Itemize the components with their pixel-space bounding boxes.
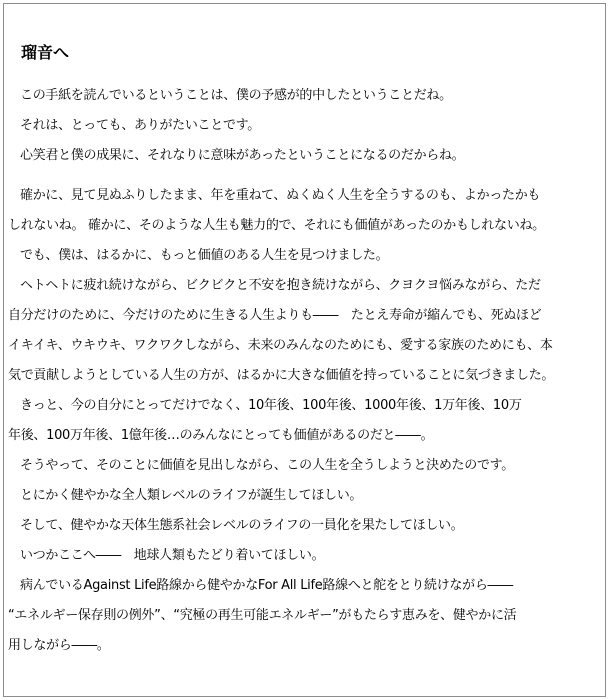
letter-line: この手紙を読んでいるということは、僕の予感が的中したということだね。 bbox=[20, 88, 452, 103]
letter-line: それは、とっても、ありがたいことです。 bbox=[20, 118, 261, 133]
salutation: 瑠音へ bbox=[21, 43, 70, 62]
letter-line: そして、健やかな天体生態系社会レベルのライフの一員化を果たしてほしい。 bbox=[20, 518, 464, 533]
letter-line: 確かに、見て見ぬふりしたまま、年を重ねて、ぬくぬく人生を全うするのも、よかったかも bbox=[20, 188, 541, 203]
letter-line: とにかく健やかな全人類レベルのライフが誕生してほしい。 bbox=[20, 488, 363, 503]
letter-line: いつかここへ―― 地球人類もたどり着いてほしい。 bbox=[20, 548, 325, 563]
letter-line: きっと、今の自分にとってだけでなく、10年後、100年後、1000年後、1万年後、10万 bbox=[20, 398, 522, 413]
letter-line: 用しながら――。 bbox=[8, 638, 110, 653]
letter-line: 気で貢献しようとしている人生の方が、はるかに大きな価値を持っていることに気づきました。 bbox=[8, 368, 555, 383]
letter-line: ヘトヘトに疲れ続けながら、ビクビクと不安を抱き続けながら、クヨクヨ悩みながら、ただ bbox=[20, 278, 541, 293]
letter-line: イキイキ、ウキウキ、ワクワクしながら、未来のみんなのためにも、愛する家族のためにも、本 bbox=[8, 338, 553, 353]
letter-frame bbox=[3, 3, 606, 697]
letter-line: そうやって、そのことに価値を見出しながら、この人生を全うしようと決めたのです。 bbox=[20, 458, 515, 473]
letter-line: 自分だけのために、今だけのために生きる人生よりも―― たとえ寿命が縮んでも、死ぬほど bbox=[8, 308, 542, 323]
letter-line: “エネルギー保存則の例外”、“究極の再生可能エネルギー”がもたらす恵みを、健やかに活 bbox=[8, 608, 517, 623]
letter-line: しれないね。 確かに、そのような人生も魅力的で、それにも価値があったのかもしれないね。 bbox=[8, 218, 545, 233]
letter-line: 年後、100万年後、1億年後…のみんなにとっても価値があるのだと――。 bbox=[8, 428, 434, 443]
letter-line: でも、僕は、はるかに、もっと価値のある人生を見つけました。 bbox=[20, 248, 389, 263]
letter-line: 心笑君と僕の成果に、それなりに意味があったということになるのだからね。 bbox=[20, 148, 465, 163]
letter-line: 病んでいるAgainst Life路線から健やかなFor All Life路線へと舵をとり続けながら―― bbox=[20, 578, 513, 593]
